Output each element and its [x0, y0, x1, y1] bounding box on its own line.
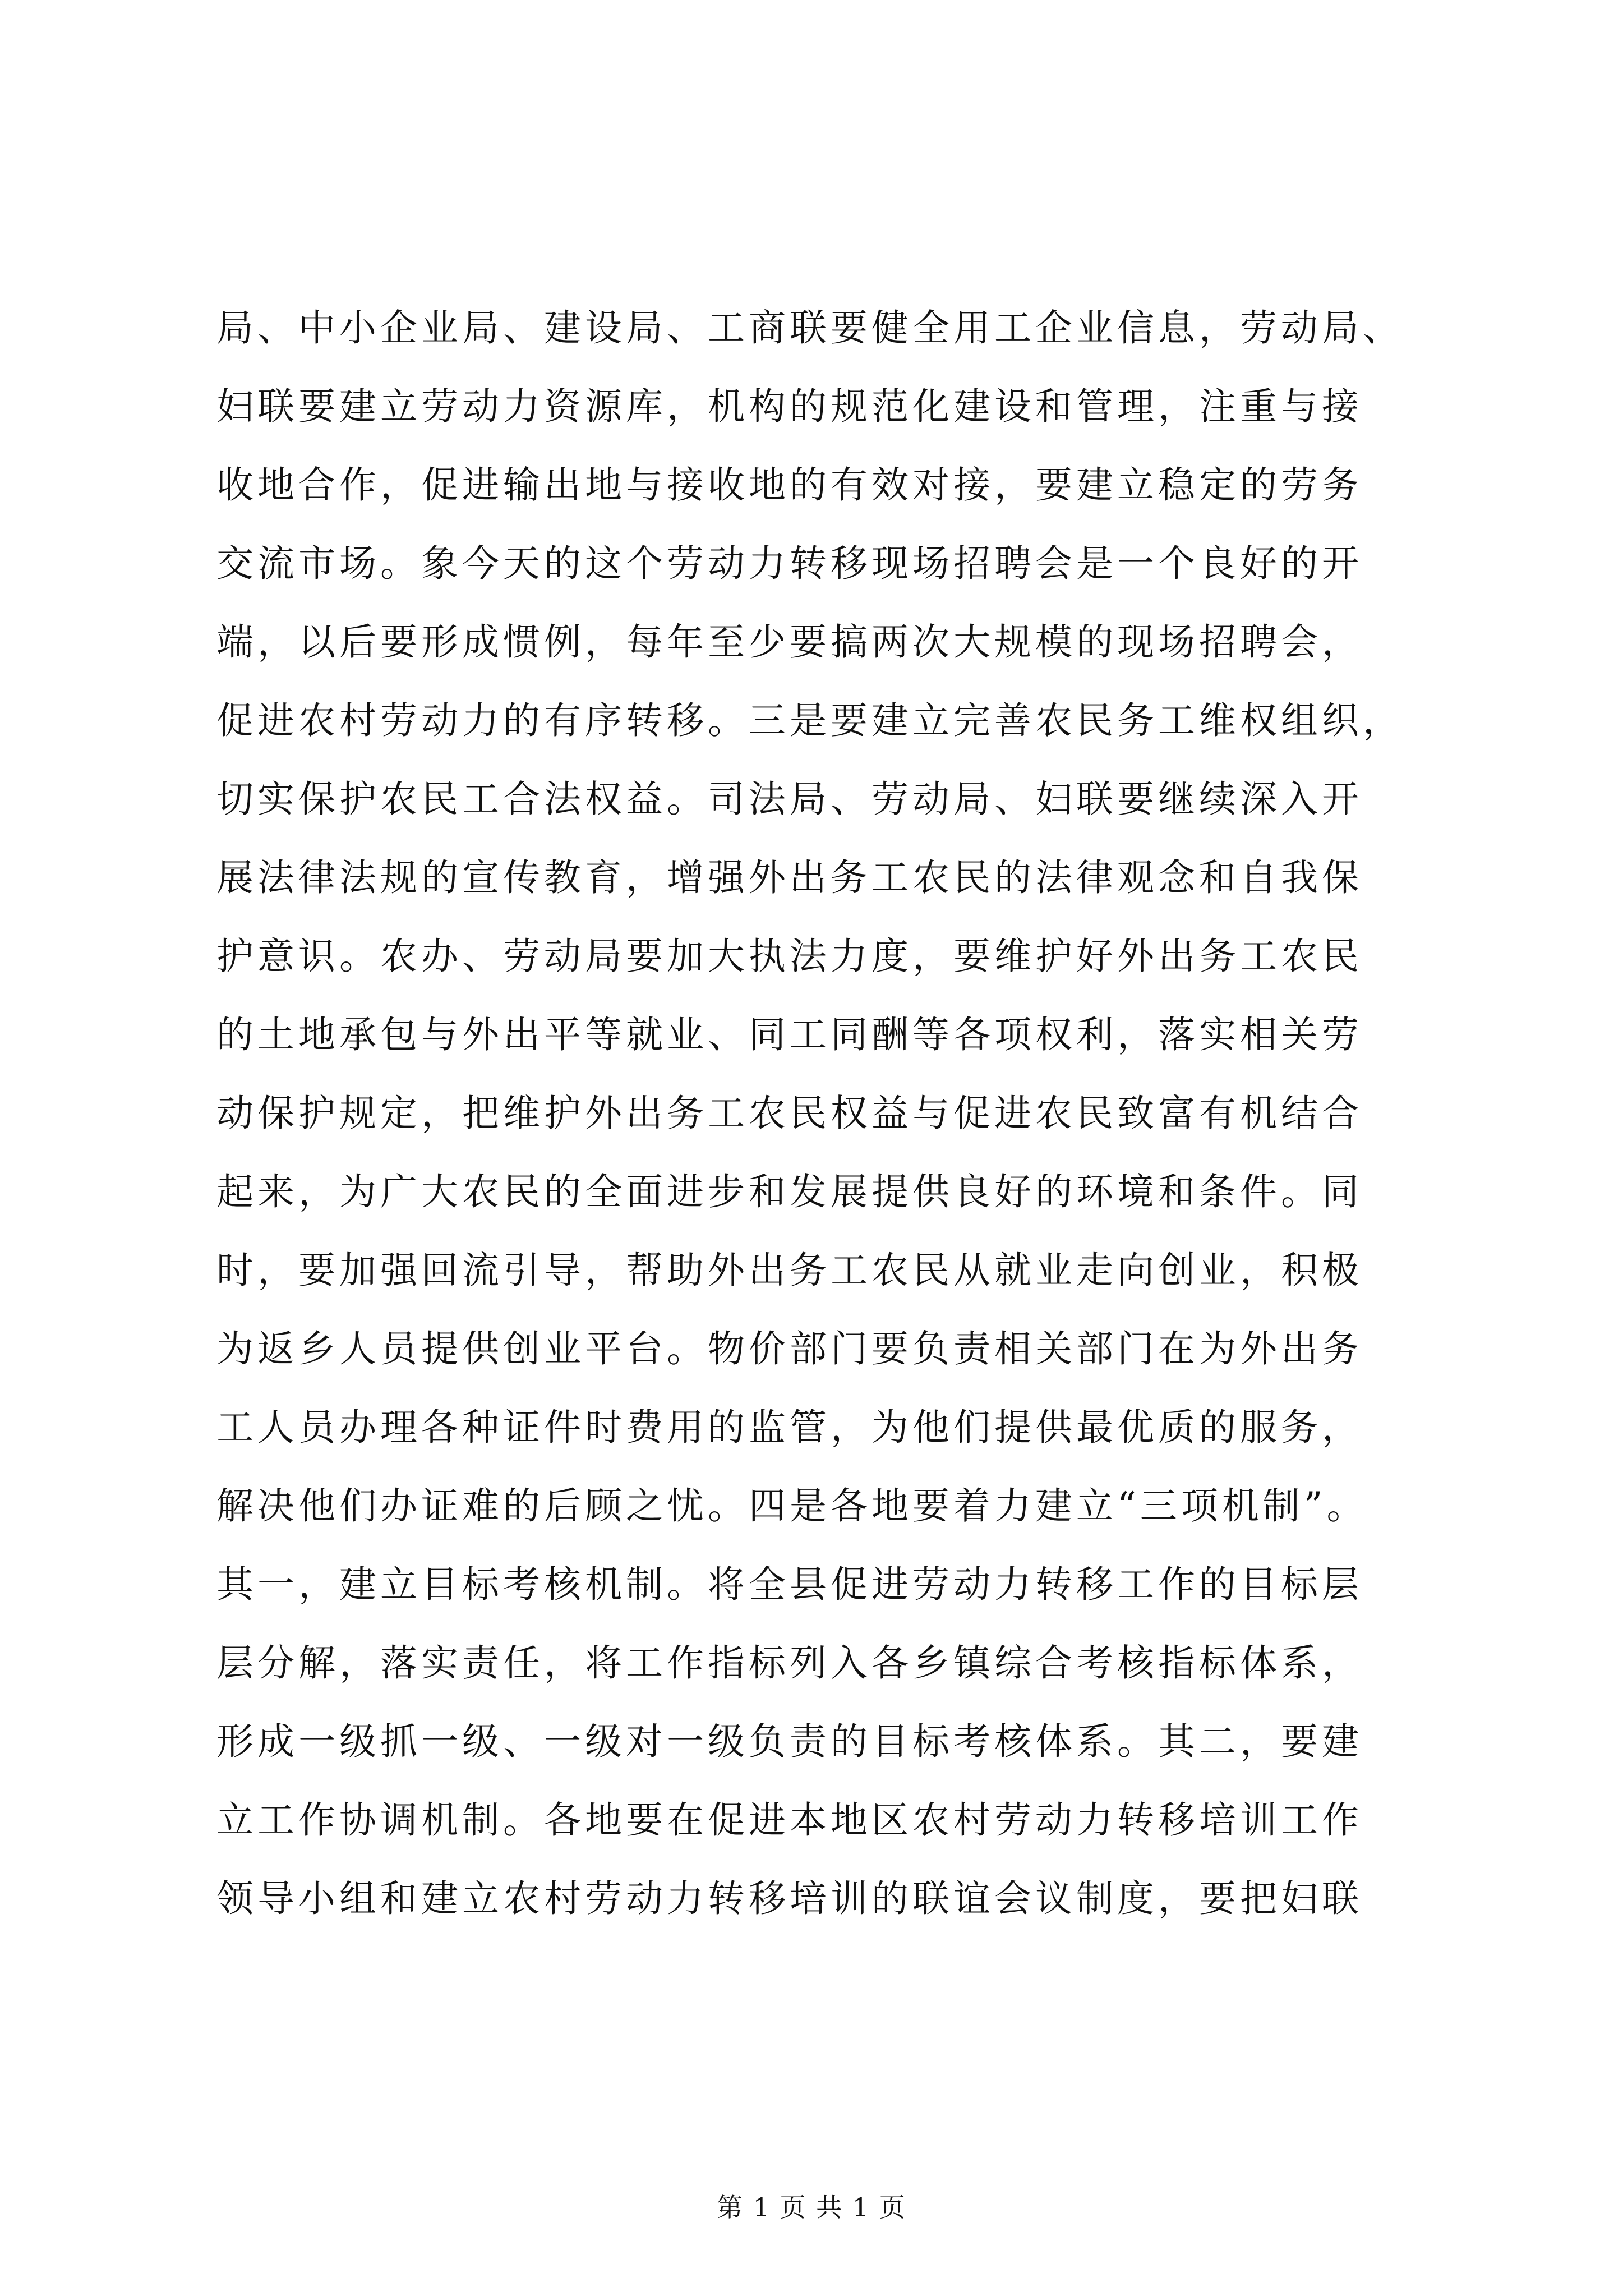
text-line: 妇联要建立劳动力资源库，机构的规范化建设和管理，注重与接	[216, 385, 1363, 428]
text-line: 为返乡人员提供创业平台。物价部门要负责相关部门在为外出务	[216, 1327, 1363, 1370]
text-line: 收地合作，促进输出地与接收地的有效对接，要建立稳定的劳务	[216, 463, 1363, 507]
text-line: 局、中小企业局、建设局、工商联要健全用工企业信息，劳动局、	[216, 306, 1404, 349]
text-line: 端，以后要形成惯例，每年至少要搞两次大规模的现场招聘会，	[216, 620, 1363, 664]
text-line: 起来，为广大农民的全面进步和发展提供良好的环境和条件。同	[216, 1170, 1363, 1213]
text-line: 领导小组和建立农村劳动力转移培训的联谊会议制度，要把妇联	[216, 1877, 1363, 1920]
text-line: 切实保护农民工合法权益。司法局、劳动局、妇联要继续深入开	[216, 777, 1363, 821]
text-line: 形成一级抓一级、一级对一级负责的目标考核体系。其二，要建	[216, 1720, 1363, 1763]
text-line: 动保护规定，把维护外出务工农民权益与促进农民致富有机结合	[216, 1092, 1363, 1135]
text-line: 解决他们办证难的后顾之忧。四是各地要着力建立“三项机制”。	[216, 1484, 1368, 1527]
text-line: 护意识。农办、劳动局要加大执法力度，要维护好外出务工农民	[216, 935, 1363, 978]
text-line: 展法律法规的宣传教育，增强外出务工农民的法律观念和自我保	[216, 856, 1363, 899]
text-line: 促进农村劳动力的有序转移。三是要建立完善农民务工维权组织，	[216, 699, 1404, 742]
text-line: 的土地承包与外出平等就业、同工同酬等各项权利，落实相关劳	[216, 1013, 1363, 1056]
text-line: 其一，建立目标考核机制。将全县促进劳动力转移工作的目标层	[216, 1563, 1363, 1606]
text-line: 时，要加强回流引导，帮助外出务工农民从就业走向创业，积极	[216, 1249, 1363, 1292]
text-line: 层分解，落实责任，将工作指标列入各乡镇综合考核指标体系，	[216, 1641, 1363, 1685]
text-line: 立工作协调机制。各地要在促进本地区农村劳动力转移培训工作	[216, 1798, 1363, 1842]
page-footer: 第 1 页 共 1 页	[717, 2192, 906, 2223]
text-line: 交流市场。象今天的这个劳动力转移现场招聘会是一个良好的开	[216, 542, 1363, 585]
text-line: 工人员办理各种证件时费用的监管，为他们提供最优质的服务，	[216, 1406, 1363, 1449]
